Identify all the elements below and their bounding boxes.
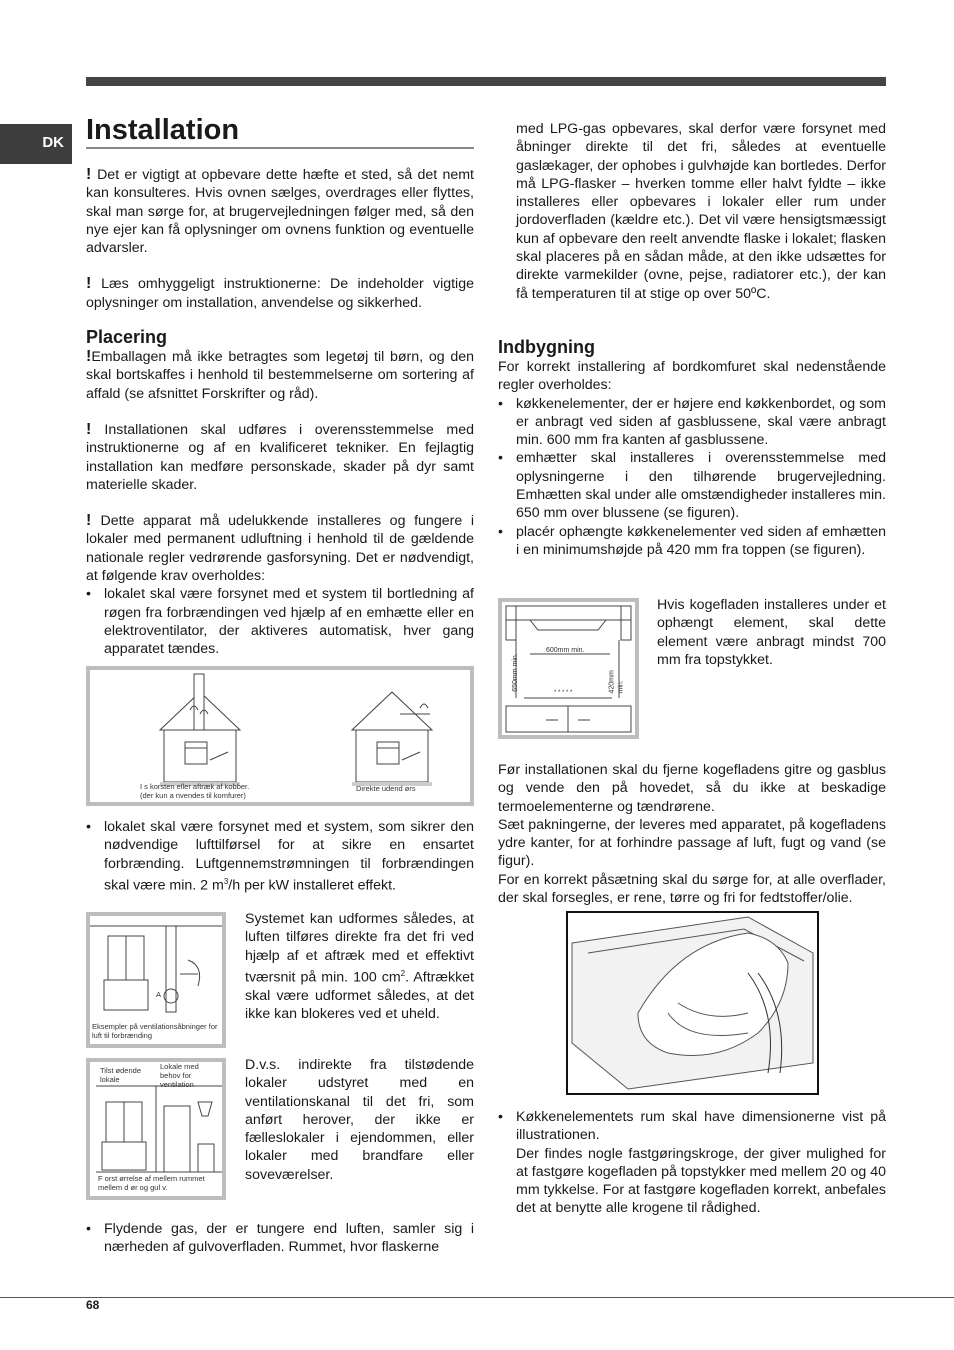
left-column-bottom [86, 1220, 474, 1257]
left-column-mid [86, 818, 474, 895]
indbygning-section [498, 336, 886, 559]
list-item: • lokalet skal være forsynet med et system til bortledning af røgen fra forbrændingen ved hjælp af en emhætte eller en elektroventilator, der aktiveres automatisk, hver gang apparatet tændes. [86, 585, 474, 658]
list-item: • køkkenelementer, der er højere end køkkenbordet, og som er anbragt ved siden af gasblussene, skal være anbragt min. 600 mm fra kanten af gasblussene. [498, 395, 886, 450]
right-column-bottom [498, 1108, 886, 1218]
chimney-caption-1: I s korsten eller aftræk af kobber. (der kun a nvendes til komfurer) [140, 782, 250, 800]
foer-paragraph: Før installationen skal du fjerne kogefladens gitre og gasblus og vende den på hovedet, så du ikke at beskadige termoelementerne og tændrørene. [498, 762, 886, 815]
label-420mm: 420mm min. [608, 670, 625, 694]
intro-paragraph-2: ! Læs omhyggeligt instruktionerne: De indeholder vigtige oplysninger om installation, anvendelse og sikkerhed. [86, 275, 474, 311]
list-item: • emhætter skal installeres i overensstemmelse med oplysningerne i den tilhørende brugervejledning. Emhætten skal under alle omstændigheder installeres min. 650 mm over blussene (se figuren). [498, 449, 886, 522]
gap-caption: F orst ørrelse af mellem rummet mellem d ør og gul v. [98, 1174, 205, 1192]
prep-section [498, 761, 886, 907]
footer-rule [0, 1297, 954, 1298]
for-en-paragraph: For en korrekt påsætning skal du sørge for, at alle overflader, der skal forsegles, er rene, tørre og fri for fedtstoffer/olie. [498, 871, 886, 907]
page-title: Installation [86, 114, 240, 146]
chimney-caption-2: Direkte udend ørs [356, 784, 416, 793]
left-column-top [86, 166, 474, 659]
top-bar [86, 77, 886, 86]
indbygning-heading: Indbygning [498, 337, 595, 357]
label-650mm: 650mm min. [511, 653, 519, 692]
placering-paragraph-2: ! Installationen skal udføres i overensstemmelse med instruktionerne og af en kvalificeret tekniker. En fejlagtig installation kan medføre personskade, skader på dyr samt materielle skader. [86, 420, 474, 493]
placering-paragraph-1: !Emballagen må ikke betragtes som legetøj til børn, og den skal bortskaffes i henhold til bestemmelserne om sortering af affald (se afsnittet Forskrifter og råd). [86, 348, 474, 402]
list-item: • Flydende gas, der er tungere end luften, samler sig i nærheden af gulvoverfladen. Rummet, hvor flaskerne [86, 1220, 474, 1257]
ventilation-figure [86, 912, 226, 1048]
dvs-paragraph: D.v.s. indirekte fra tilstødende lokaler udstyret med en ventilationskanal til det fri, som anført herover, der ikke er fælleslokaler i ejendommen, eller lokaler med brandfare eller soveværelser. [245, 1057, 474, 1183]
ventilated-room-caption: Lokale med behov for ventilation [160, 1062, 199, 1089]
adjacent-room-figure [86, 1058, 226, 1200]
intro-paragraph-1: ! Det er vigtigt at opbevare dette hæfte et sted, så det nemt kan konsulteres. Hvis ovnen sælges, overdrages eller flyttes, skal man sørge for, at brugervejledningen følger med, så den nye ejer kan få oplysninger om ovnens funktion og eventuelle advarsler. [86, 166, 474, 257]
ventilation-caption: Eksempler på ventilationsåbninger for luft til forbrænding [92, 1022, 218, 1040]
gasket-illustration [568, 913, 817, 1093]
cabinet-dimension-figure [498, 598, 639, 739]
placering-heading: Placering [86, 327, 168, 348]
lpg-paragraph: med LPG-gas opbevares, skal derfor være forsynet med åbninger direkte til det fri, således at eventuelle gaslækager, der ophobes i gulvhøjde kan bortledes. Derfor må LPG-flasker – hverken tomme eller halvt fyldte – ikke installeres eller opbevares i lokaler eller rum under jordoverfladen (kældre etc.). Det vil være hensigtsmæssigt kun af opbevare den reelt anvendte flaske i lokalet; flasken skal placeres på en sådan måde, at den ikke udsættes for direkte varmekilder (ovne, pejse, radiatorer etc.), der kan få temperaturen til at stige op over 50ºC. [516, 121, 886, 302]
saet-paragraph: Sæt pakningerne, der leveres med apparatet, på kogefladens ydre kanter, for at forhindre passage af luft, fugt og vand (se figur). [498, 816, 886, 870]
list-item: • Køkkenelementets rum skal have dimensionerne vist på illustrationen. Der findes nogle fastgøringskroge, der giver mulighed for at fastgøre kogefladen på topstykker med mellem 20 og 40 mm tykkelse. For at fastgøre kogefladen korrekt, anbefales det at benytte alle krogene til rådighed. [498, 1108, 886, 1218]
adjacent-room-caption: Tilst ødende lokale [100, 1066, 141, 1084]
gasket-figure [566, 911, 819, 1095]
placering-paragraph-3: ! Dette apparat må udelukkende installeres og fungere i lokaler med permanent udluftning i henhold til de gældende nationale regler vedrørende gasforsyning. Det er nødvendigt, at følgende krav overholdes: [86, 512, 474, 585]
title-rule [86, 147, 474, 149]
list-item: • placér ophængte køkkenelementer ved siden af emhætten i en minimumshøjde på 420 mm fra toppen (se figuren). [498, 523, 886, 560]
right-column-top [516, 120, 886, 303]
system-paragraph: Systemet kan udformes således, at luften tilføres direkte fra det fri ved hjælp af et aftræk med et effektivt tværsnit på min. 100 $cm^2$. Aftrækket skal være udformet således, at det ikke kan blokeres ved et uheld. [245, 911, 474, 1023]
language-tab: DK [0, 124, 72, 164]
ventilation-label-a: A [156, 990, 162, 999]
indbygning-intro: For korrekt installering af bordkomfuret skal nedenstående regler overholdes: [498, 359, 886, 394]
hvis-paragraph: Hvis kogefladen installeres under et ophængt element, skal dette element være anbragt mindst 700 mm fra topstykket. [657, 597, 886, 668]
label-600mm: 600mm min. [546, 647, 585, 654]
chimney-figure [86, 666, 474, 806]
page-number: 68 [86, 1298, 100, 1312]
svg-text:* * * * *: * * * * * [554, 690, 573, 696]
ventilation-illustration [90, 916, 222, 1016]
list-item: • lokalet skal være forsynet med et system, som sikrer den nødvendige lufttilførsel for at sikre en ensartet forbrænding. Luftgennemstrømningen til forbrændingen skal være min. 2 $m^3/h$ per kW installeret effekt. [86, 818, 474, 895]
